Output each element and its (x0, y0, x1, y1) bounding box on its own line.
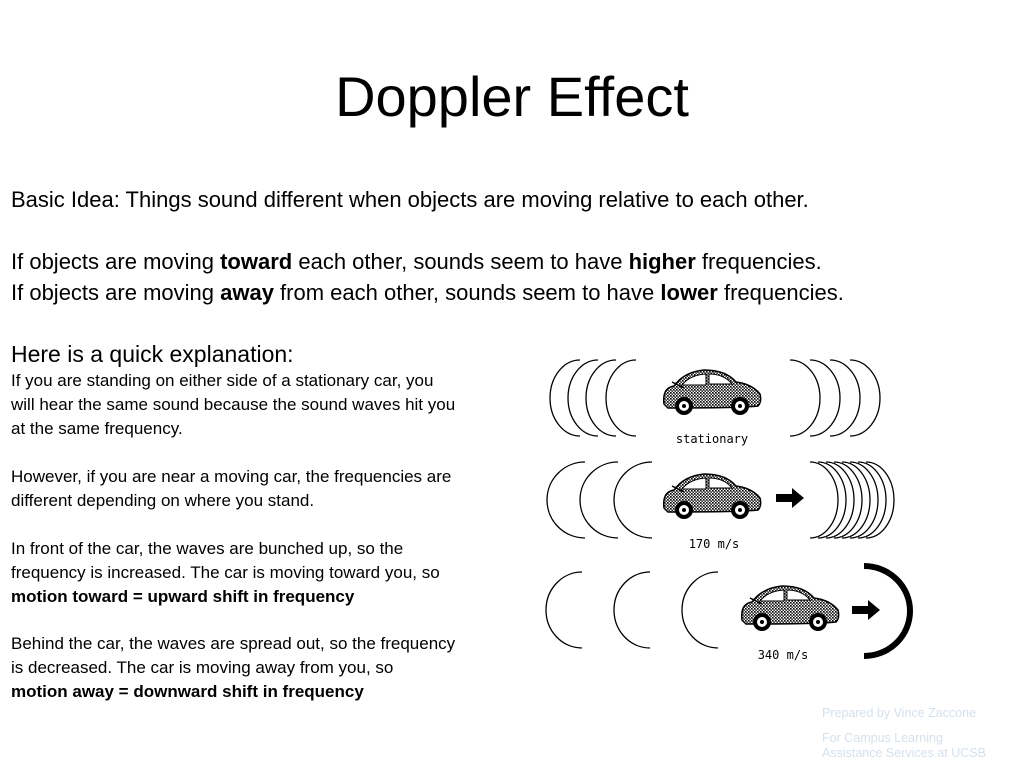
wave-left-1 (546, 572, 582, 648)
higher-bold: higher (628, 249, 696, 274)
moving-line-2: different depending on where you stand. (11, 491, 315, 510)
wave-left-2 (580, 462, 618, 538)
basic-idea-text: Basic Idea: Things sound different when objects are moving relative to each other. (11, 187, 809, 212)
wave-right-1 (810, 462, 838, 538)
speed-label-340: 340 m/s (757, 648, 809, 662)
behind-line-1: Behind the car, the waves are spread out, so the frequency (11, 634, 456, 653)
right-arrow-icon (852, 600, 880, 620)
doppler-illustration (540, 350, 940, 670)
wave-right-4 (850, 360, 880, 436)
wave-right-1 (790, 360, 820, 436)
moving-row-340 (546, 572, 718, 648)
explanation-heading: Here is a quick explanation: (11, 341, 294, 367)
stationary-line-1: If you are standing on either side of a stationary car, you (11, 371, 434, 390)
footer-prepared-by: Prepared by Vince Zaccone (822, 706, 977, 720)
away-text-1: If objects are moving (11, 280, 221, 305)
lower-bold: lower (660, 280, 718, 305)
footer-for-line-1: For Campus Learning (822, 731, 943, 745)
wave-left-4 (606, 360, 636, 436)
footer-for-line-2: Assistance Services at UCSB (822, 746, 986, 760)
car-icon (664, 370, 761, 415)
right-arrow-icon (776, 488, 804, 508)
toward-statement (11, 247, 822, 277)
stationary-line-2: will hear the same sound because the sound waves hit you (11, 395, 456, 414)
away-text-3: frequencies. (717, 280, 844, 305)
wave-left-3 (586, 360, 616, 436)
wave-left-1 (550, 360, 580, 436)
stationary-label: stationary (675, 432, 749, 446)
wave-left-2 (568, 360, 598, 436)
wave-right-2 (810, 360, 840, 436)
car-icon (664, 474, 761, 519)
front-conclusion (11, 585, 354, 609)
slide-title: Doppler Effect (335, 65, 689, 128)
car-icon (742, 586, 839, 631)
moving-line-1: However, if you are near a moving car, the frequencies are (11, 467, 452, 486)
wave-right-3 (830, 360, 860, 436)
wave-left-2 (614, 572, 650, 648)
wave-left-3 (682, 572, 718, 648)
behind-conclusion (11, 680, 364, 704)
away-bold: away (220, 280, 274, 305)
toward-text-2: each other, sounds seem to have (292, 249, 629, 274)
front-line-2: frequency is increased. The car is moving toward you, so (11, 563, 440, 582)
toward-bold: toward (220, 249, 293, 274)
stationary-line-3: at the same frequency. (11, 419, 183, 438)
wave-left-3 (614, 462, 652, 538)
wave-right-2 (818, 462, 846, 538)
front-bold-text: motion toward = upward shift in frequency (11, 587, 355, 606)
away-statement (11, 278, 844, 308)
behind-line-2: is decreased. The car is moving away from you, so (11, 658, 394, 677)
wave-left-1 (547, 462, 585, 538)
toward-text-3: frequencies. (695, 249, 822, 274)
toward-text-1: If objects are moving (11, 249, 221, 274)
away-text-2: from each other, sounds seem to have (273, 280, 661, 305)
speed-label-170: 170 m/s (688, 537, 740, 551)
behind-bold-text: motion away = downward shift in frequency (11, 682, 364, 701)
front-line-1: In front of the car, the waves are bunched up, so the (11, 539, 404, 558)
